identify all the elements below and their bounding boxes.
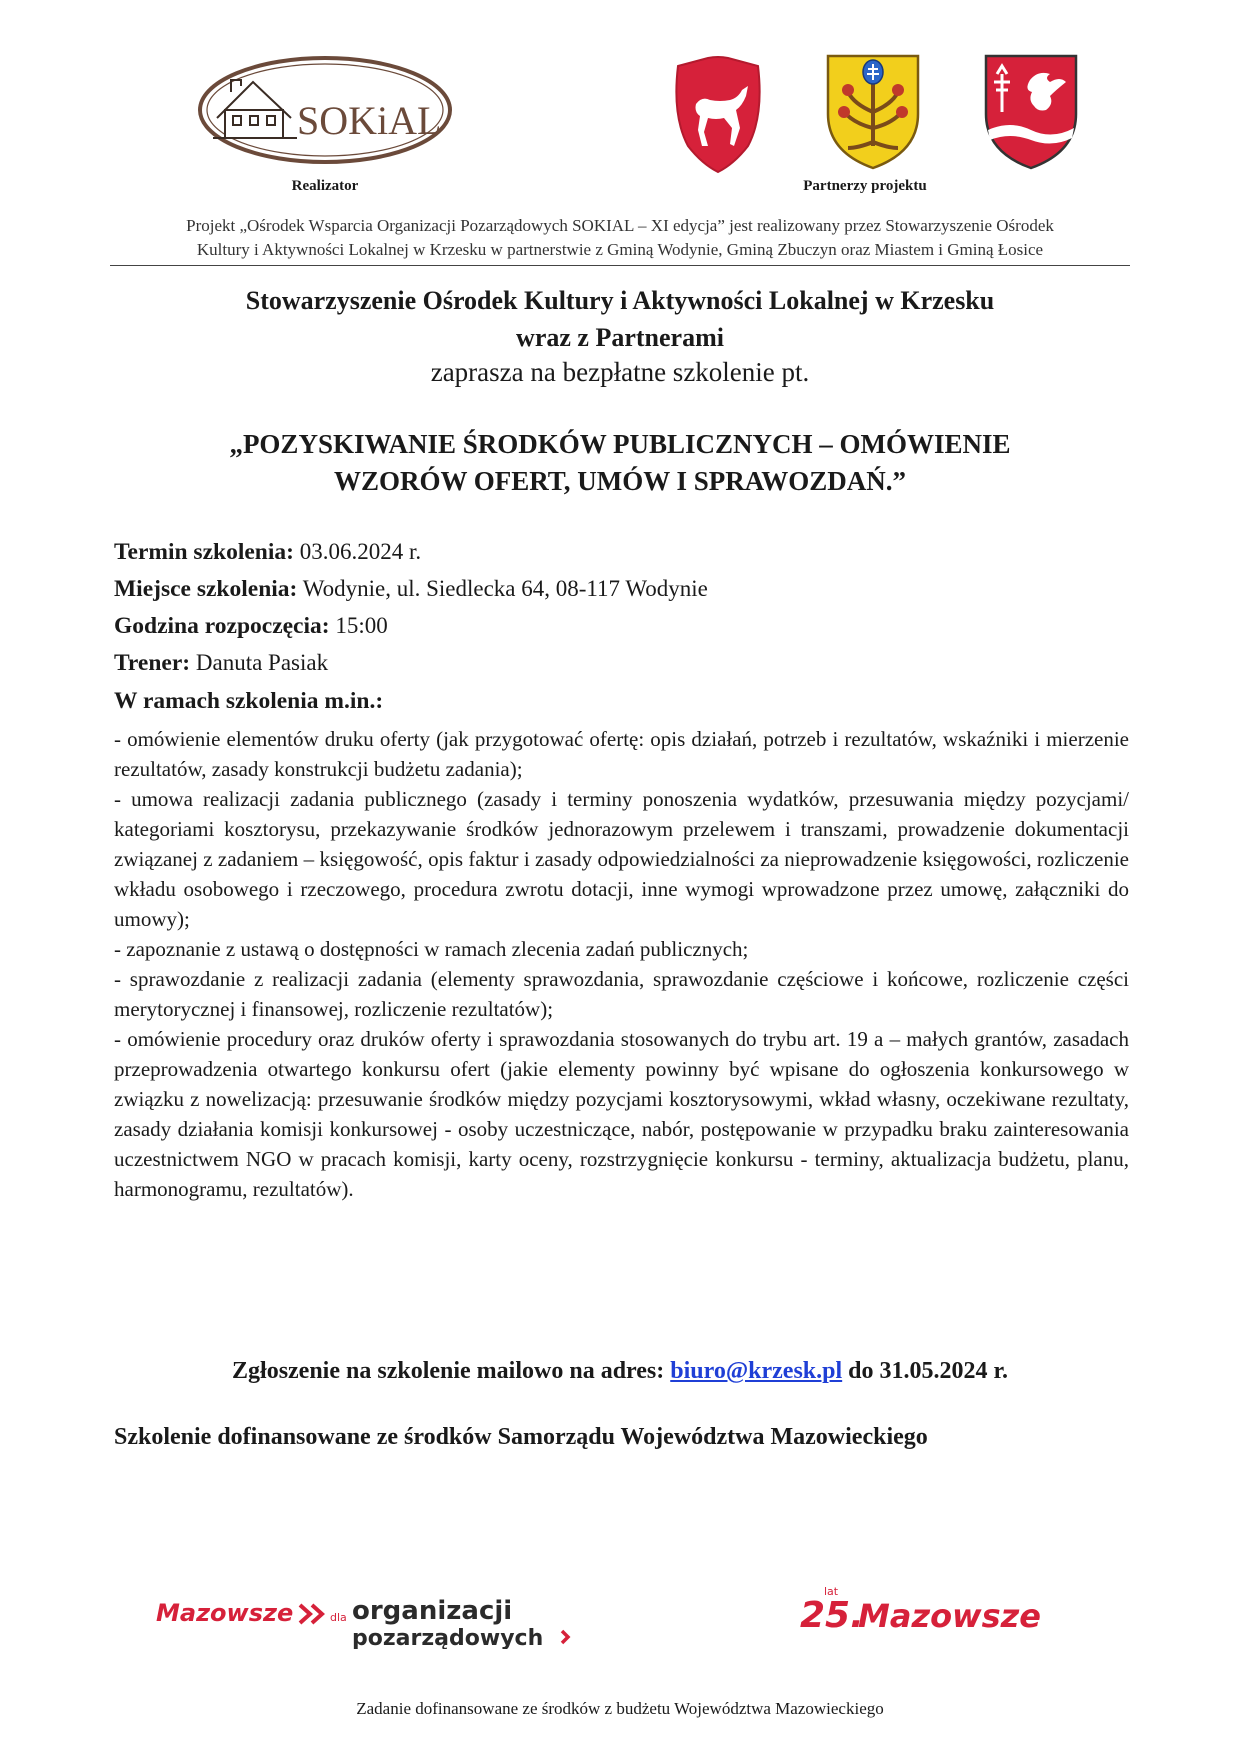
registration-deadline: do 31.05.2024 r.: [842, 1358, 1008, 1384]
date-label: Termin szkolenia:: [114, 539, 294, 565]
training-trainer: [114, 648, 1124, 678]
partners-label: Partnerzy projektu: [803, 178, 927, 194]
sokial-logo-text: SOKiAL: [297, 98, 442, 143]
mazowsze-ngo-logo: [152, 1583, 592, 1649]
training-title-line-2: WZORÓW OFERT, UMÓW I SPRAWOZDAŃ.”: [333, 466, 907, 496]
mazowsze-text: Mazowsze: [156, 1599, 294, 1627]
25-years-mazowsze-logo: [800, 1583, 1050, 1635]
time-value: 15:00: [329, 613, 388, 638]
topics-list: [114, 724, 1129, 1204]
header-divider: [110, 265, 1130, 266]
project-note: [110, 214, 1130, 262]
organization-name: Stowarzyszenie Ośrodek Kultury i Aktywności Lokalnej w Krzesku: [245, 286, 995, 315]
losice-crest-icon: [980, 52, 1082, 170]
twenty-five-text: 25.: [800, 1595, 864, 1635]
footer-note: Zadanie dofinansowane ze środków z budżetu Województwa Mazowieckiego: [356, 1699, 884, 1718]
topic-item: - omówienie elementów druku oferty (jak przygotować ofertę: opis działań, potrzeb i rezultatów, wskaźniki i mierzenie rezultatów, zasady konstrukcji budżetu zadania);: [114, 727, 1129, 781]
registration-info: [110, 1358, 1130, 1385]
training-date: [114, 537, 1124, 567]
mazowsze2-text: Mazowsze: [858, 1597, 1041, 1635]
date-value: 03.06.2024 r.: [293, 539, 422, 564]
invite-text: zaprasza na bezpłatne szkolenie pt.: [430, 357, 810, 387]
wodynie-crest-icon: [668, 56, 768, 174]
project-note-line-1: Projekt „Ośrodek Wsparcia Organizacji Pozarządowych SOKIAL – XI edycja” jest realizowany przez Stowarzyszenie Ośrodek: [186, 216, 1054, 235]
sokial-logo: [195, 52, 455, 168]
training-title: [120, 426, 1120, 500]
lat-text: lat: [824, 1585, 839, 1598]
email-link[interactable]: biuro@krzesk.pl: [670, 1358, 843, 1384]
trainer-value: Danuta Pasiak: [190, 650, 329, 675]
pozarzadowych-text: pozarządowych: [352, 1626, 544, 1649]
training-title-line-1: „POZYSKIWANIE ŚRODKÓW PUBLICZNYCH – OMÓWIENIE: [229, 429, 1011, 459]
scope-label: W ramach szkolenia m.in.:: [114, 688, 384, 714]
topic-item: - umowa realizacji zadania publicznego (zasady i terminy ponoszenia wydatków, przesuwania między pozycjami/ kategoriami kosztorysu, przekazywanie środków jednorazowym przelewem i transzami, prowadzenie dokumentacji związanej z zadaniem – księgowość, opis faktur i zasady odpowiedzialności za nieprowadzenie księgowości, rozliczenie wkładu osobowego i rzeczowego, procedura zwrotu dotacji, inne wymogi wprowadzone przez umowę, załączniki do umowy);: [114, 787, 1129, 931]
project-note-line-2: Kultury i Aktywności Lokalnej w Krzesku w partnerstwie z Gminą Wodynie, Gminą Zbuczyn oraz Miastem i Gminą Łosice: [196, 240, 1044, 259]
time-label: Godzina rozpoczęcia:: [114, 613, 330, 639]
organizacji-text: organizacji: [352, 1596, 513, 1626]
realizator-label: Realizator: [291, 178, 359, 194]
zbuczyn-crest-icon: [822, 52, 924, 170]
dla-text: dla: [330, 1611, 347, 1624]
training-scope: [114, 686, 1124, 716]
topic-item: - omówienie procedury oraz druków oferty i sprawozdania stosowanych do trybu art. 19 a – małych grantów, zasadach przeprowadzenia otwartego konkursu ofert (jakie elementy powinny być wpisane do ogłoszenia konkursowego w związku z nowelizacją: przesuwanie środków między pozycjami kosztorysowymi, wkład własny, oczekiwane rezultaty, zasady działania komisji konkursowej - osoby uczestniczące, nabór, postępowanie w przypadku braku zainteresowania uczestnictwem NGO w pracach komisji, karty oceny, rozstrzygnięcie konkursu - terminy, aktualizacja budżetu, planu, harmonogramu, rezultatów).: [114, 1027, 1129, 1201]
registration-text: Zgłoszenie na szkolenie mailowo na adres:: [232, 1358, 671, 1384]
place-value: Wodynie, ul. Siedlecka 64, 08-117 Wodynie: [297, 576, 708, 601]
training-place: [114, 574, 1124, 604]
topic-item: - sprawozdanie z realizacji zadania (elementy sprawozdania, sprawozdanie częściowe i końcowe, rozliczenie części merytorycznej i finansowej, rozliczenie rezultatów);: [114, 967, 1129, 1021]
topic-item: - zapoznanie z ustawą o dostępności w ramach zlecenia zadań publicznych;: [114, 937, 749, 961]
training-time: [114, 611, 1124, 641]
trainer-label: Trener:: [114, 650, 191, 676]
place-label: Miejsce szkolenia:: [114, 576, 298, 602]
with-partners: wraz z Partnerami: [516, 323, 724, 352]
funding-note: Szkolenie dofinansowane ze środków Samorządu Województwa Mazowieckiego: [114, 1424, 928, 1450]
